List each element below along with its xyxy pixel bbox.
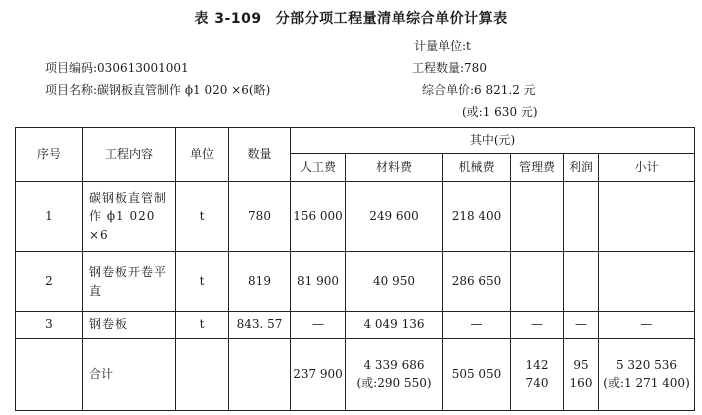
cell-mgmt (511, 182, 564, 252)
header-unit: 单位 (176, 128, 229, 182)
cell-qty (229, 338, 291, 410)
total-label: 合计 (83, 338, 176, 410)
header-content: 工程内容 (83, 128, 176, 182)
cell-subtotal (599, 252, 695, 311)
cell-qty: 843. 57 (229, 311, 291, 338)
cell-labor: — (291, 311, 346, 338)
cell-seq: 3 (16, 311, 83, 338)
cell-profit (564, 252, 599, 311)
header-profit: 利润 (564, 154, 599, 182)
cell-unit: t (176, 252, 229, 311)
cell-material: 4 049 136 (346, 311, 443, 338)
cell-machine: — (443, 311, 511, 338)
total-subtotal-alt: (或:1 271 400) (603, 376, 690, 391)
header-machine: 机械费 (443, 154, 511, 182)
cell-mgmt (511, 252, 564, 311)
total-subtotal: 5 320 536 (615, 357, 678, 372)
total-material-alt: (或:290 550) (356, 376, 432, 391)
cell-seq: 2 (16, 252, 83, 311)
cell-mgmt: — (511, 311, 564, 338)
cell-unit (176, 338, 229, 410)
composite-unit-price: 综合单价:6 821.2 元 (422, 83, 536, 97)
cell-machine: 218 400 (443, 182, 511, 252)
cell-machine: 286 650 (443, 252, 511, 311)
cell-qty: 780 (229, 182, 291, 252)
header-mgmt: 管理费 (511, 154, 564, 182)
cell-subtotal (599, 182, 695, 252)
header-labor: 人工费 (291, 154, 346, 182)
composite-unit-price-alt: (或:1 630 元) (462, 105, 538, 119)
header-group: 其中(元) (291, 128, 695, 154)
cell-material: 249 600 (346, 182, 443, 252)
total-material: 4 339 686 (363, 357, 425, 372)
table-row (16, 311, 695, 338)
project-code: 项目编码:030613001001 (45, 61, 189, 75)
cell-subtotal: — (599, 311, 695, 338)
work-quantity: 工程数量:780 (412, 61, 487, 75)
total-material-cell (346, 338, 443, 410)
cell-unit: t (176, 311, 229, 338)
table-number: 表 3-109 (194, 11, 262, 27)
cell-content: 钢卷板 (83, 311, 176, 338)
cell-seq: 1 (16, 182, 83, 252)
cell-content: 钢卷板开卷平直 (83, 252, 176, 311)
cell-labor: 156 000 (291, 182, 346, 252)
cell-seq (16, 338, 83, 410)
total-labor: 237 900 (291, 338, 346, 410)
cell-labor: 81 900 (291, 252, 346, 311)
pricing-table (15, 127, 695, 411)
table-row (16, 182, 695, 252)
cell-qty: 819 (229, 252, 291, 311)
total-row (16, 338, 695, 410)
total-machine: 505 050 (443, 338, 511, 410)
header-subtotal: 小计 (599, 154, 695, 182)
table-row (16, 252, 695, 311)
cell-profit: — (564, 311, 599, 338)
table-title-text: 分部分项工程量清单综合单价计算表 (275, 11, 508, 27)
header-material: 材料费 (346, 154, 443, 182)
cell-profit (564, 182, 599, 252)
project-name: 项目名称:碳钢板直管制作 ϕ1 020 ×6(略) (45, 83, 271, 97)
cell-material: 40 950 (346, 252, 443, 311)
header-qty: 数量 (229, 128, 291, 182)
header-seq: 序号 (16, 128, 83, 182)
table-title (0, 8, 702, 28)
total-mgmt: 142 740 (511, 338, 564, 410)
cell-content: 碳钢板直管制作 ϕ1 020 ×6 (83, 182, 176, 252)
cell-unit: t (176, 182, 229, 252)
measure-unit: 计量单位:t (414, 39, 471, 53)
total-subtotal-cell (599, 338, 695, 410)
total-profit: 95 160 (564, 338, 599, 410)
header-row-1 (16, 128, 695, 154)
